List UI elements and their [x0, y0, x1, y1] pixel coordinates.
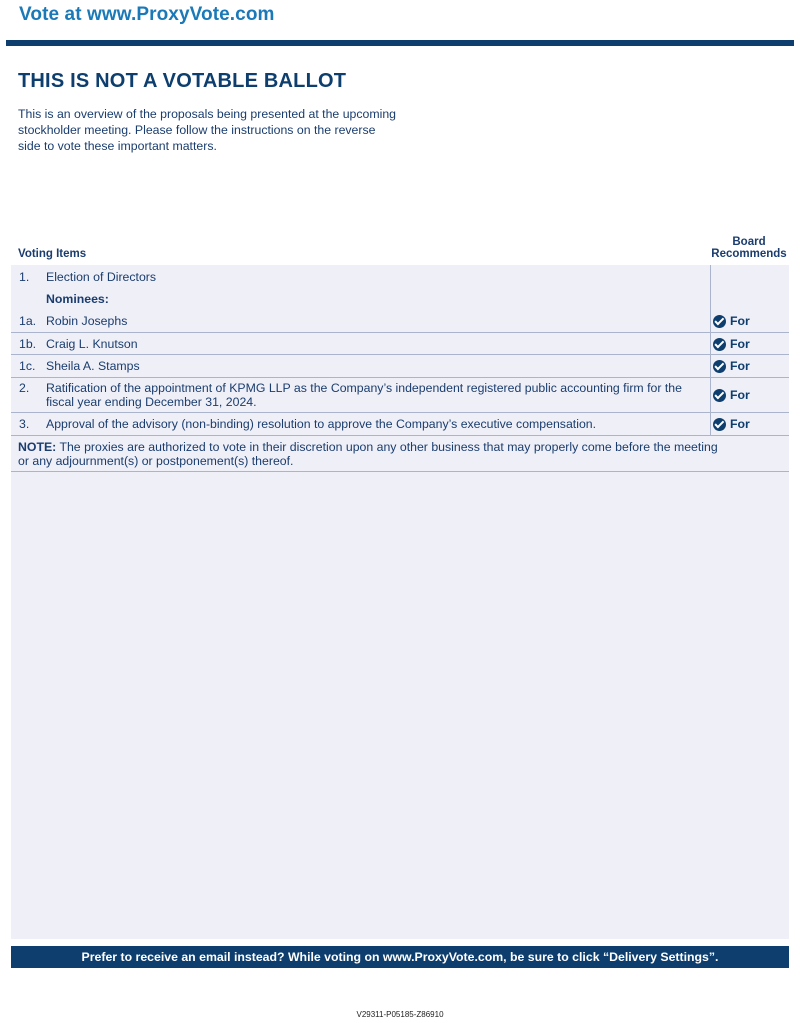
table-row: [11, 417, 789, 435]
item-text: Craig L. Knutson: [46, 337, 138, 351]
voting-items-header: Voting Items: [18, 248, 87, 260]
table-row: [11, 314, 789, 332]
item-text: Robin Josephs: [46, 314, 128, 328]
row-divider: [11, 377, 789, 378]
board-recommends-header: Board Recommends: [711, 236, 787, 260]
row-divider: [11, 435, 789, 436]
table-row: [11, 270, 789, 290]
item-number: 1.: [19, 270, 30, 284]
note-body: The proxies are authorized to vote in their discretion upon any other business that may properly come before the meeting or any adjournment(s) or postponement(s) thereof.: [18, 440, 718, 468]
check-circle-icon: [713, 338, 726, 351]
row-divider: [11, 332, 789, 333]
item-number: 1b.: [19, 337, 37, 351]
check-circle-icon: [713, 418, 726, 431]
board-recommendation: [713, 337, 750, 351]
check-circle-icon: [713, 360, 726, 373]
nominees-label: Nominees:: [46, 292, 109, 306]
board-recommendation: [713, 388, 750, 402]
table-row: [11, 337, 789, 355]
intro-text: This is an overview of the proposals being presented at the upcoming stockholder meeting. Please follow the instructions on the reverse side to vote these important matters.: [18, 107, 397, 153]
check-circle-icon: [713, 389, 726, 402]
recommendation-label: For: [730, 359, 750, 373]
recommendation-label: For: [730, 417, 750, 431]
delivery-settings-banner: Prefer to receive an email instead? While voting on www.ProxyVote.com, be sure to click “Delivery Settings”.: [11, 946, 789, 968]
row-divider: [11, 354, 789, 355]
page-title: THIS IS NOT A VOTABLE BALLOT: [18, 70, 347, 92]
table-row: [11, 292, 789, 312]
row-divider: [11, 412, 789, 413]
recommendation-label: For: [730, 388, 750, 402]
board-recommendation: [713, 417, 750, 431]
check-circle-icon: [713, 315, 726, 328]
document-code: V29311-P05185-Z86910: [356, 1010, 444, 1019]
board-recommendation: [713, 359, 750, 373]
table-row: [11, 381, 789, 411]
item-number: 1a.: [19, 314, 37, 328]
item-text: Sheila A. Stamps: [46, 359, 140, 373]
recommendation-label: For: [730, 337, 750, 351]
item-number: 3.: [19, 417, 30, 431]
item-text: Approval of the advisory (non-binding) resolution to approve the Company’s executive compensation.: [46, 417, 597, 431]
item-number: 1c.: [19, 359, 36, 373]
item-text: Election of Directors: [46, 270, 157, 284]
item-text: Ratification of the appointment of KPMG LLP as the Company’s independent registered public accounting firm for the fiscal year ending December 31, 2024.: [46, 381, 682, 409]
note-text: [18, 440, 718, 468]
note-label: NOTE:: [18, 440, 57, 454]
note-divider: [11, 471, 789, 472]
recommendation-label: For: [730, 314, 750, 328]
table-row: [11, 359, 789, 377]
item-number: 2.: [19, 381, 30, 395]
proxyvote-link[interactable]: Vote at www.ProxyVote.com: [19, 4, 275, 25]
header-rule: [6, 40, 794, 46]
board-recommendation: [713, 314, 750, 328]
